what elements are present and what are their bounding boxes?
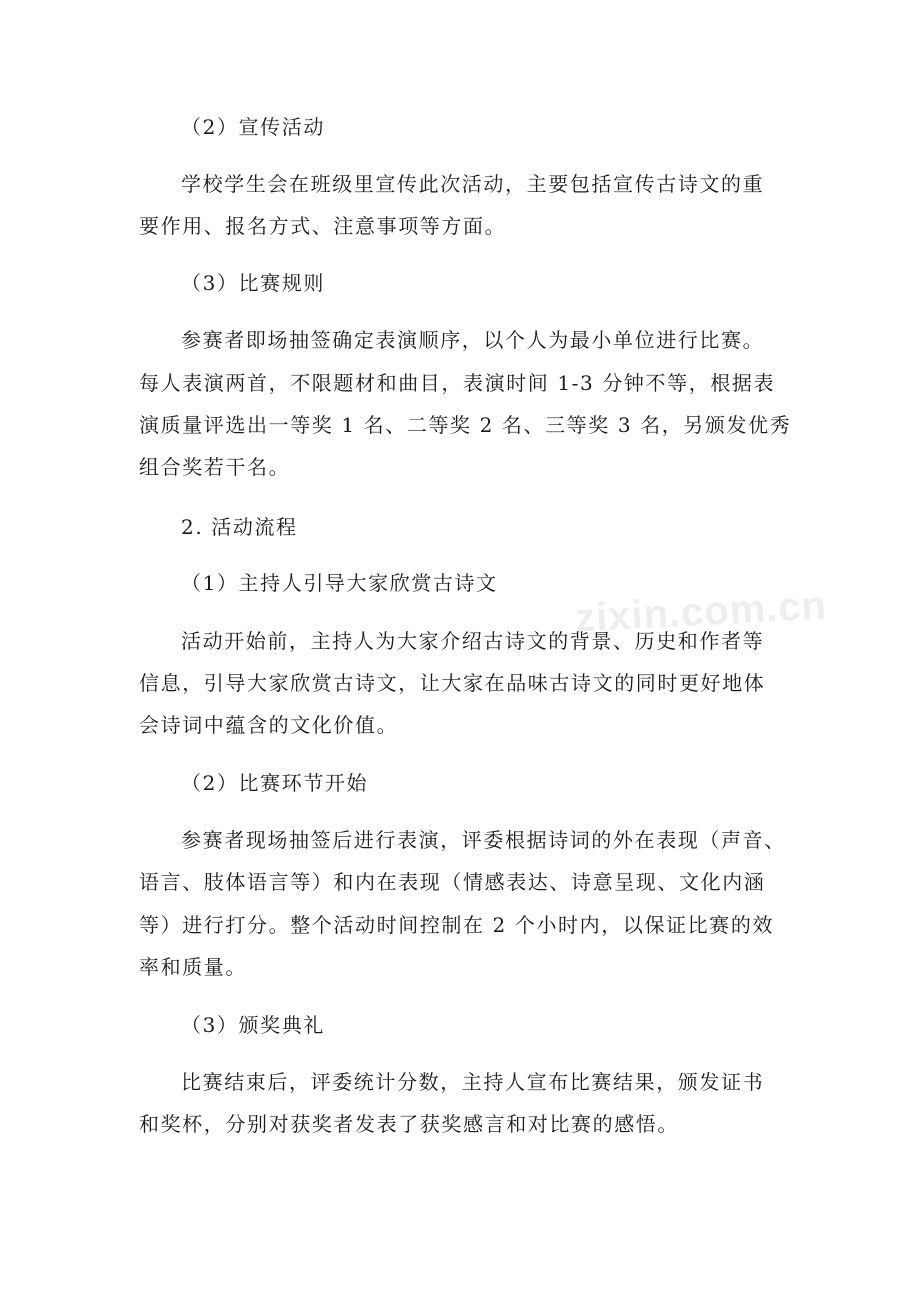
paragraph-line: 每人表演两首，不限题材和曲目，表演时间 1-3 分钟不等，根据表 bbox=[139, 371, 776, 395]
paragraph-line: 要作用、报名方式、注意事项等方面。 bbox=[139, 214, 507, 238]
paragraph-line: 和奖杯，分别对获奖者发表了获奖感言和对比赛的感悟。 bbox=[139, 1112, 679, 1136]
paragraph-line: 参赛者现场抽签后进行表演，评委根据诗词的外在表现（声音、 bbox=[181, 828, 786, 852]
paragraph-line: 信息，引导大家欣赏古诗文，让大家在品味古诗文的同时更好地体 bbox=[139, 671, 766, 695]
subheading-competition: （2）比赛环节开始 bbox=[181, 771, 369, 795]
subheading-publicity: （2）宣传活动 bbox=[181, 115, 325, 139]
section-heading-process: 2. 活动流程 bbox=[181, 515, 298, 539]
subheading-awards: （3）颁奖典礼 bbox=[181, 1013, 325, 1037]
paragraph-line: 率和质量。 bbox=[139, 955, 247, 979]
subheading-rules: （3）比赛规则 bbox=[181, 271, 325, 295]
paragraph-line: 演质量评选出一等奖 1 名、二等奖 2 名、三等奖 3 名，另颁发优秀 bbox=[139, 413, 792, 437]
paragraph-line: 比赛结束后，评委统计分数，主持人宣布比赛结果，颁发证书 bbox=[181, 1070, 765, 1094]
subheading-host: （1）主持人引导大家欣赏古诗文 bbox=[181, 571, 498, 595]
watermark: zixin.com.cn bbox=[573, 583, 829, 641]
paragraph-line: 活动开始前，主持人为大家介绍古诗文的背景、历史和作者等 bbox=[181, 629, 765, 653]
paragraph-line: 学校学生会在班级里宣传此次活动，主要包括宣传古诗文的重 bbox=[181, 172, 765, 196]
paragraph-line: 会诗词中蕴含的文化价值。 bbox=[139, 713, 399, 737]
paragraph-line: 等）进行打分。整个活动时间控制在 2 个小时内，以保证比赛的效 bbox=[139, 913, 775, 937]
paragraph-line: 语言、肢体语言等）和内在表现（情感表达、诗意呈现、文化内涵 bbox=[139, 870, 766, 894]
paragraph-line: 组合奖若干名。 bbox=[139, 455, 291, 479]
paragraph-line: 参赛者即场抽签确定表演顺序，以个人为最小单位进行比赛。 bbox=[181, 328, 765, 352]
